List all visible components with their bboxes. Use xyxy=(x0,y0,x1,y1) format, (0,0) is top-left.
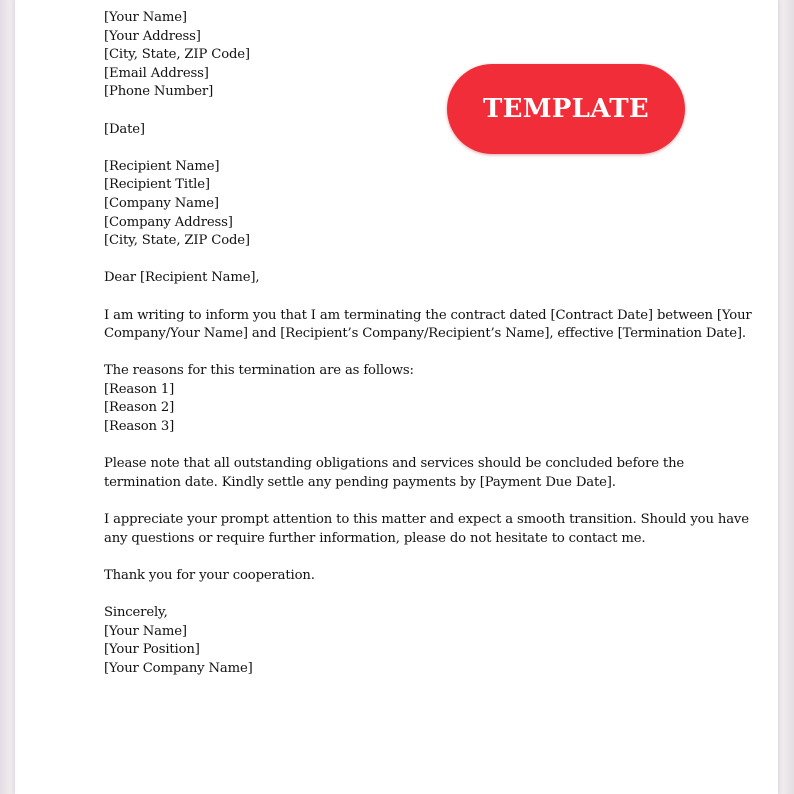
template-badge xyxy=(447,64,685,154)
reason-item: [Reason 2] xyxy=(104,400,175,416)
appreciation-paragraph xyxy=(104,511,749,548)
reasons-paragraph xyxy=(104,362,744,436)
closing-signoff: Sincerely, xyxy=(104,605,168,620)
sender-address: [Your Address] xyxy=(104,28,201,44)
sender-email: [Email Address] xyxy=(104,65,209,81)
sender-city-state-zip: [City, State, ZIP Code] xyxy=(104,47,250,63)
recipient-company-address: [Company Address] xyxy=(104,214,233,230)
letter-page xyxy=(15,0,778,794)
intro-paragraph xyxy=(104,307,752,344)
thanks-line: Thank you for your cooperation. xyxy=(104,567,315,583)
sender-phone: [Phone Number] xyxy=(104,84,214,100)
closing-name: [Your Name] xyxy=(104,623,187,639)
reason-item: [Reason 1] xyxy=(104,381,175,397)
salutation-block xyxy=(104,269,744,288)
reason-item: [Reason 3] xyxy=(104,419,175,435)
recipient-title: [Recipient Title] xyxy=(104,177,210,193)
letter-date: [Date] xyxy=(104,121,145,137)
reasons-intro: The reasons for this termination are as follows: xyxy=(104,363,414,379)
sender-name: [Your Name] xyxy=(104,10,187,25)
recipient-company: [Company Name] xyxy=(104,195,219,211)
closing-block xyxy=(104,604,744,678)
recipient-block xyxy=(104,158,744,251)
closing-position: [Your Position] xyxy=(104,642,200,658)
appreciation-line: any questions or require further information, please do not hesitate to contact me. xyxy=(104,530,646,546)
intro-line: Company/Your Name] and [Recipient’s Company/Recipient’s Name], effective [Termination Date]. xyxy=(104,326,746,342)
recipient-city-state-zip: [City, State, ZIP Code] xyxy=(104,233,250,249)
recipient-name: [Recipient Name] xyxy=(104,158,220,174)
obligations-paragraph xyxy=(104,455,744,492)
template-badge-label: TEMPLATE xyxy=(482,94,650,124)
appreciation-line: I appreciate your prompt attention to this matter and expect a smooth transition. Should you have xyxy=(104,512,749,528)
obligations-line: termination date. Kindly settle any pending payments by [Payment Due Date]. xyxy=(104,474,616,490)
salutation: Dear [Recipient Name], xyxy=(104,270,260,286)
closing-company: [Your Company Name] xyxy=(104,660,253,676)
obligations-line: Please note that all outstanding obligations and services should be concluded before the xyxy=(104,456,685,472)
thanks-paragraph xyxy=(104,567,744,586)
intro-line: I am writing to inform you that I am terminating the contract dated [Contract Date] between [Your xyxy=(104,307,752,323)
